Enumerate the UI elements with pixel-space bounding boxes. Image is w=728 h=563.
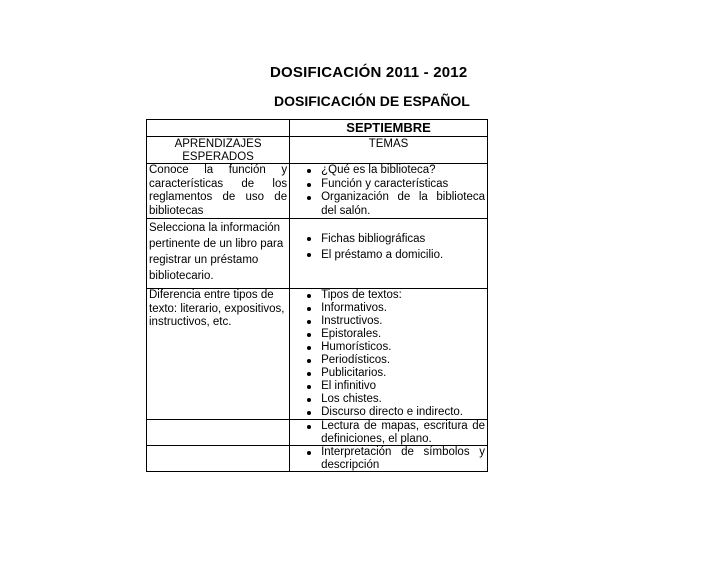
aprendizaje-cell — [147, 420, 290, 446]
temas-cell — [290, 420, 488, 446]
temas-list — [292, 231, 485, 263]
table-row — [147, 289, 488, 420]
list-item: Informativos. — [292, 302, 485, 315]
column-header-row — [147, 137, 488, 164]
month-row — [147, 120, 488, 137]
list-item: Discurso directo e indirecto. — [292, 406, 485, 419]
list-item: Publicitarios. — [292, 367, 485, 380]
bullet-icon — [307, 346, 311, 350]
temas-list — [292, 289, 485, 419]
temas-list — [292, 420, 485, 445]
aprendizaje-cell: Conoce la función y características de los reglamentos de uso de bibliotecas — [147, 164, 290, 219]
list-item: Epistorales. — [292, 328, 485, 341]
bullet-icon — [307, 385, 311, 389]
list-item: Función y características — [292, 178, 485, 192]
list-item: Lectura de mapas, escritura de definiciones, el plano. — [292, 420, 485, 445]
list-item: Fichas bibliográficas — [292, 231, 485, 247]
list-item: Periodísticos. — [292, 354, 485, 367]
bullet-icon — [307, 169, 311, 173]
list-item: Instructivos. — [292, 315, 485, 328]
document-title: DOSIFICACIÓN 2011 - 2012 — [270, 64, 468, 81]
bullet-icon — [307, 359, 311, 363]
list-item: El infinitivo — [292, 380, 485, 393]
bullet-icon — [307, 398, 311, 402]
list-item: Organización de la biblioteca del salón. — [292, 191, 485, 218]
temas-header: TEMAS — [290, 137, 488, 164]
table-row — [147, 219, 488, 289]
month-header: SEPTIEMBRE — [290, 120, 488, 137]
table-row — [147, 164, 488, 219]
list-item: ¿Qué es la biblioteca? — [292, 164, 485, 178]
bullet-icon — [307, 237, 311, 241]
list-item: Los chistes. — [292, 393, 485, 406]
aprendizaje-cell: Selecciona la información pertinente de un libro para registrar un préstamo bibliotecario. — [147, 219, 290, 289]
bullet-icon — [307, 307, 311, 311]
aprendizaje-cell: Diferencia entre tipos de texto: literario, expositivos, instructivos, etc. — [147, 289, 290, 420]
bullet-icon — [307, 372, 311, 376]
aprendizaje-cell — [147, 446, 290, 472]
temas-cell — [290, 289, 488, 420]
list-item: Tipos de textos: — [292, 289, 485, 302]
list-item: Humorísticos. — [292, 341, 485, 354]
bullet-icon — [307, 411, 311, 415]
table-row — [147, 446, 488, 472]
bullet-icon — [307, 196, 311, 200]
month-left-cell — [147, 120, 290, 137]
bullet-icon — [307, 183, 311, 187]
temas-list — [292, 446, 485, 471]
list-item: Interpretación de símbolos y descripción — [292, 446, 485, 471]
bullet-icon — [307, 253, 311, 257]
bullet-icon — [307, 320, 311, 324]
temas-list — [292, 164, 485, 218]
temas-cell — [290, 164, 488, 219]
bullet-icon — [307, 425, 311, 429]
bullet-icon — [307, 294, 311, 298]
table-row — [147, 420, 488, 446]
bullet-icon — [307, 333, 311, 337]
list-item: El préstamo a domicilio. — [292, 247, 485, 263]
temas-cell — [290, 446, 488, 472]
bullet-icon — [307, 451, 311, 455]
temas-cell — [290, 219, 488, 289]
dosificacion-table — [146, 119, 488, 472]
aprendizajes-header: APRENDIZAJES ESPERADOS — [147, 137, 290, 164]
document-subtitle: DOSIFICACIÓN DE ESPAÑOL — [274, 93, 470, 109]
